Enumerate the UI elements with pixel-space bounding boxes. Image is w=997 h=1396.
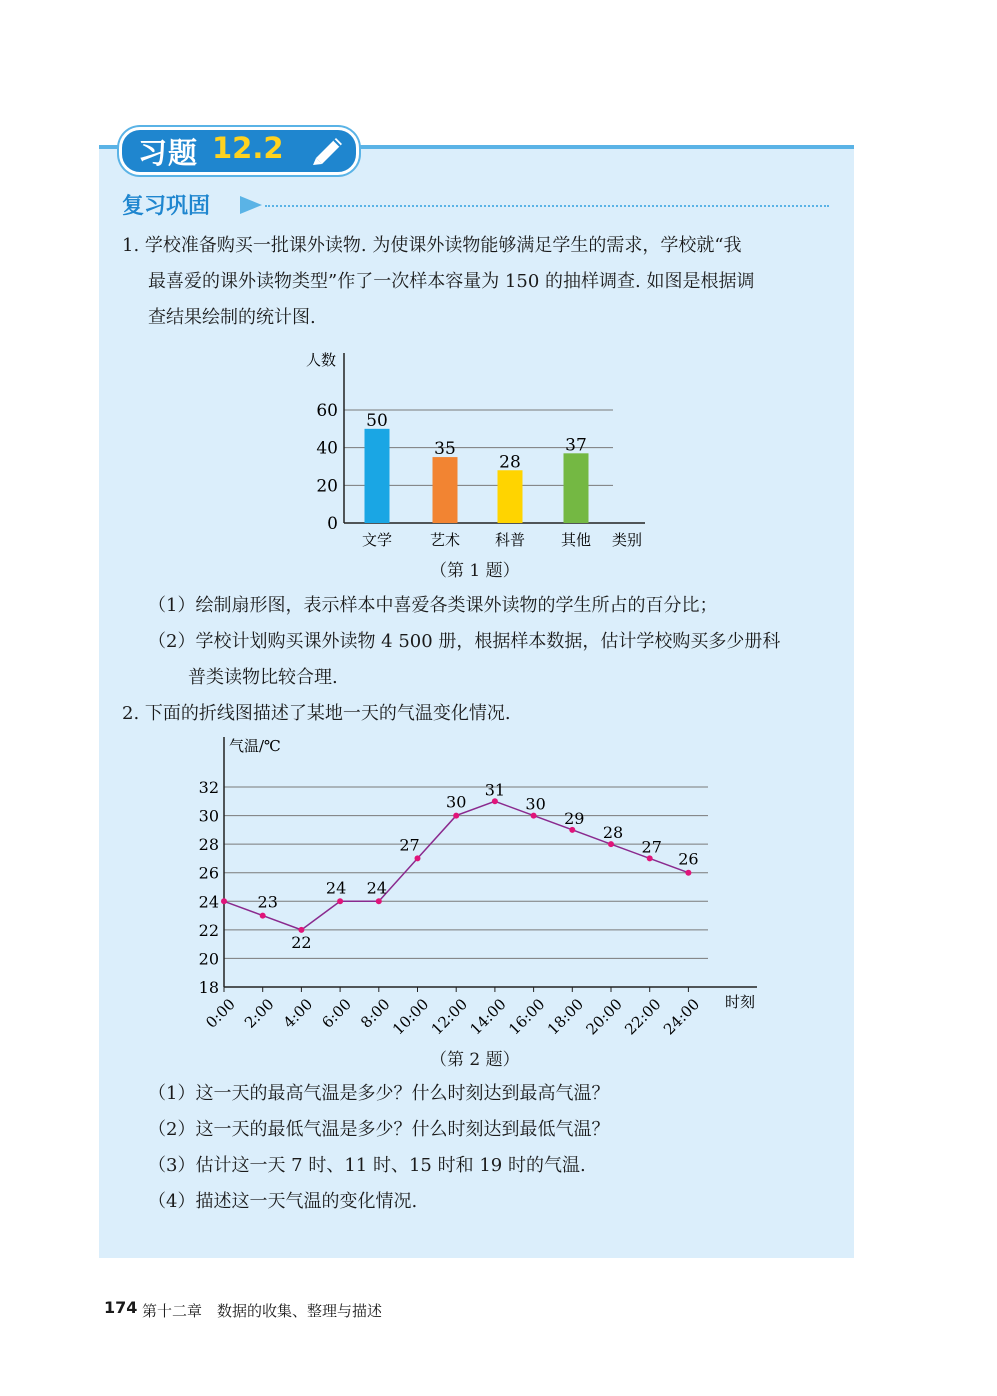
line-x-axis-label: 时刻 [725,993,756,1011]
temperature-data-label: 31 [484,780,506,800]
problem2-q2: （2）这一天的最低气温是多少？什么时刻达到最低气温？ [148,1119,610,1140]
line-x-tick-label: 24:00 [659,995,704,1039]
bar-category-label: 文学 [361,531,393,549]
chapter-title: 第十二章 数据的收集、整理与描述 [142,1302,383,1320]
line-y-tick-label: 32 [198,778,219,797]
problem2-q3: （3）估计这一天 7 时、11 时、15 时和 19 时的气温. [148,1155,586,1176]
temperature-data-label: 22 [291,932,312,952]
line-x-tick-label: 2:00 [240,995,278,1032]
line-x-tick-label: 8:00 [357,995,394,1032]
badge-number: 12.2 [212,131,284,165]
line-y-tick-label: 30 [198,806,219,826]
line-x-tick-label: 6:00 [318,995,355,1032]
line-y-tick-label: 26 [198,863,219,883]
temperature-series-line [224,801,688,930]
bar-value-label: 37 [565,435,587,456]
problem1-line1: 1. 学校准备购买一批课外读物. 为使课外读物能够满足学生的需求，学校就“我 [122,235,742,256]
section-divider [265,205,829,207]
section-title: 复习巩固 [122,194,211,219]
temperature-point [337,898,343,904]
problem1-sub1: （1）绘制扇形图，表示样本中喜爱各类课外读物的学生所占的百分比； [148,595,718,616]
bar-category-label: 艺术 [429,531,461,549]
problem2-q1: （1）这一天的最高气温是多少？什么时刻达到最高气温？ [148,1083,610,1104]
temperature-data-label: 23 [257,892,278,912]
line-y-tick-label: 28 [198,835,219,855]
pencil-icon [308,130,348,166]
problem2-intro: 2. 下面的折线图描述了某地一天的气温变化情况. [122,703,511,724]
temperature-data-label: 26 [678,849,699,869]
temperature-data-label: 28 [602,823,624,843]
line-x-tick-label: 14:00 [466,995,510,1039]
temperature-data-label: 24 [325,878,347,898]
problem1-sub2-line1: （2）学校计划购买课外读物 4 500 册，根据样本数据，估计学校购买多少册科 [148,631,781,652]
bar-科普 [498,470,523,523]
line-y-tick-label: 24 [198,892,219,912]
line-x-tick-label: 0:00 [202,995,239,1032]
line-y-tick-label: 22 [198,920,219,940]
temperature-data-label: 24 [366,878,387,898]
line-chart [195,735,775,1045]
problem1-line2: 最喜爱的课外读物类型”作了一次样本容量为 150 的抽样调查. 如图是根据调 [148,271,755,292]
temperature-data-label: 30 [525,794,546,814]
bar-y-axis-label: 人数 [306,351,337,369]
line-y-tick-label: 18 [198,978,219,997]
bar-y-tick-label: 60 [316,401,338,421]
figure1-caption: （第 1 题） [430,561,520,581]
figure2-caption: （第 2 题） [430,1050,520,1070]
line-y-tick-label: 20 [198,949,219,969]
temperature-point [376,898,382,904]
arrow-right-icon [238,194,264,216]
temperature-data-label: 29 [564,808,585,828]
temperature-data-label: 27 [641,837,662,857]
temperature-point [221,898,227,904]
temperature-data-label: 30 [446,792,467,812]
bar-文学 [365,429,390,523]
bar-艺术 [433,457,458,523]
temperature-point [685,870,691,876]
bar-y-tick-label: 40 [316,438,338,459]
bar-value-label: 50 [366,410,388,431]
line-x-tick-label: 20:00 [582,995,626,1039]
temperature-point [415,855,421,861]
line-x-tick-label: 16:00 [505,995,549,1039]
temperature-point [453,813,459,819]
bar-value-label: 35 [434,439,456,460]
temperature-point [260,913,266,919]
temperature-data-label: 27 [399,835,420,855]
badge-label: 习题 [138,136,199,170]
bar-value-label: 28 [499,452,521,473]
bar-其他 [564,453,589,523]
line-x-tick-label: 12:00 [427,995,472,1039]
bar-y-tick-label: 20 [316,476,338,497]
bar-chart [300,345,660,555]
bar-x-axis-label: 类别 [612,531,643,549]
bar-category-label: 其他 [560,531,592,549]
line-y-axis-label: 气温/℃ [229,737,281,755]
problem1-sub2-line2: 普类读物比较合理. [188,667,338,688]
line-x-tick-label: 18:00 [543,995,588,1039]
line-x-tick-label: 22:00 [621,995,665,1039]
page-number: 174 [104,1298,138,1317]
line-x-tick-label: 4:00 [279,995,317,1032]
line-x-tick-label: 10:00 [389,995,433,1039]
bar-y-tick-label: 0 [327,514,338,534]
problem2-q4: （4）描述这一天气温的变化情况. [148,1191,418,1212]
bar-category-label: 科普 [494,531,526,549]
problem1-line3: 查结果绘制的统计图. [148,307,316,328]
